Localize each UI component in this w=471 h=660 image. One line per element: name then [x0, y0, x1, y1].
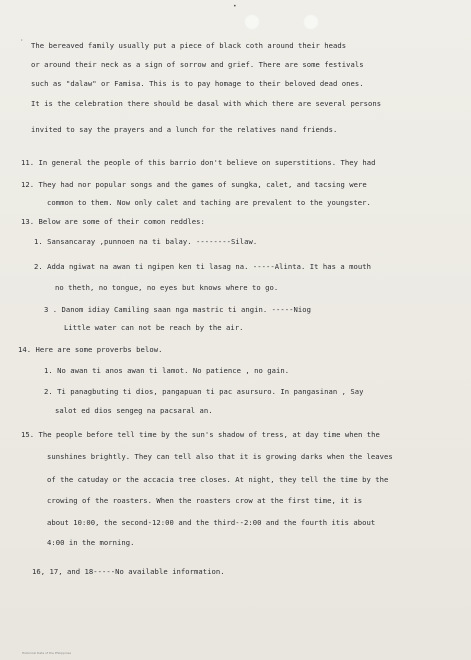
text-line: 1. No awan ti anos awan ti lamot. No patience , no gain.: [44, 366, 290, 375]
text-line: 13. Below are some of their comon reddles:: [21, 217, 205, 226]
text-line: no theth, no tongue, no eyes but knows where to go.: [55, 283, 279, 292]
punch-hole-left: [244, 14, 260, 30]
text-line: The bereaved family usually put a piece of black coth around their heads: [31, 41, 347, 50]
text-line: It is the celebration there should be dasal with which there are several persons: [31, 99, 382, 108]
staple-mark: •: [233, 3, 237, 10]
archive-footer: Historical Data of the Philippines: [22, 651, 72, 655]
text-line: about 10:00, the second-12:00 and the third--2:00 and the fourth itis about: [47, 518, 376, 527]
text-line: 1. Sansancaray ,punnoen na ti balay. --------Silaw.: [34, 237, 258, 246]
text-line: Little water can not be reach by the air.: [64, 323, 244, 332]
punch-hole-right: [303, 14, 319, 30]
text-line: sunshines brightly. They can tell also that it is growing darks when the leaves: [47, 452, 393, 461]
text-line: 15. The people before tell time by the sun's shadow of tress, at day time when the: [21, 430, 380, 439]
text-line: of the catuday or the accacia tree closes. At night, they tell the time by the: [47, 475, 389, 484]
text-line: 2. Ti panagbuting ti dios, pangapuan ti pac asursuro. In pangasinan , Say: [44, 387, 364, 396]
text-line: 11. In general the people of this barrio don't believe on superstitions. They had: [21, 158, 376, 167]
text-line: 14. Here are some proverbs below.: [18, 345, 163, 354]
text-line: 12. They had nor popular songs and the games of sungka, calet, and tacsing were: [21, 180, 367, 189]
text-line: 2. Adda ngiwat na awan ti ngipen ken ti lasag na. -----Alinta. It has a mouth: [34, 262, 372, 271]
text-line: 3 . Danom idiay Camiling saan nga mastric ti angin. -----Niog: [44, 305, 312, 314]
text-line: salot ed dios sengeg na pacsaral an.: [55, 406, 213, 415]
text-line: or around their neck as a sign of sorrow and grief. There are some festivals: [31, 60, 364, 69]
text-line: crowing of the roasters. When the roasters crow at the first time, it is: [47, 496, 363, 505]
text-line: such as "dalaw" or Famisa. This is to pay homage to their beloved dead ones.: [31, 79, 364, 88]
text-line: 16, 17, and 18-----No available information.: [32, 567, 225, 576]
text-line: 4:00 in the morning.: [47, 538, 135, 547]
margin-mark: ·: [20, 37, 24, 44]
text-line: invited to say the prayers and a lunch for the relatives nand friends.: [31, 125, 338, 134]
text-line: common to them. Now only calet and taching are prevalent to the youngster.: [47, 198, 371, 207]
